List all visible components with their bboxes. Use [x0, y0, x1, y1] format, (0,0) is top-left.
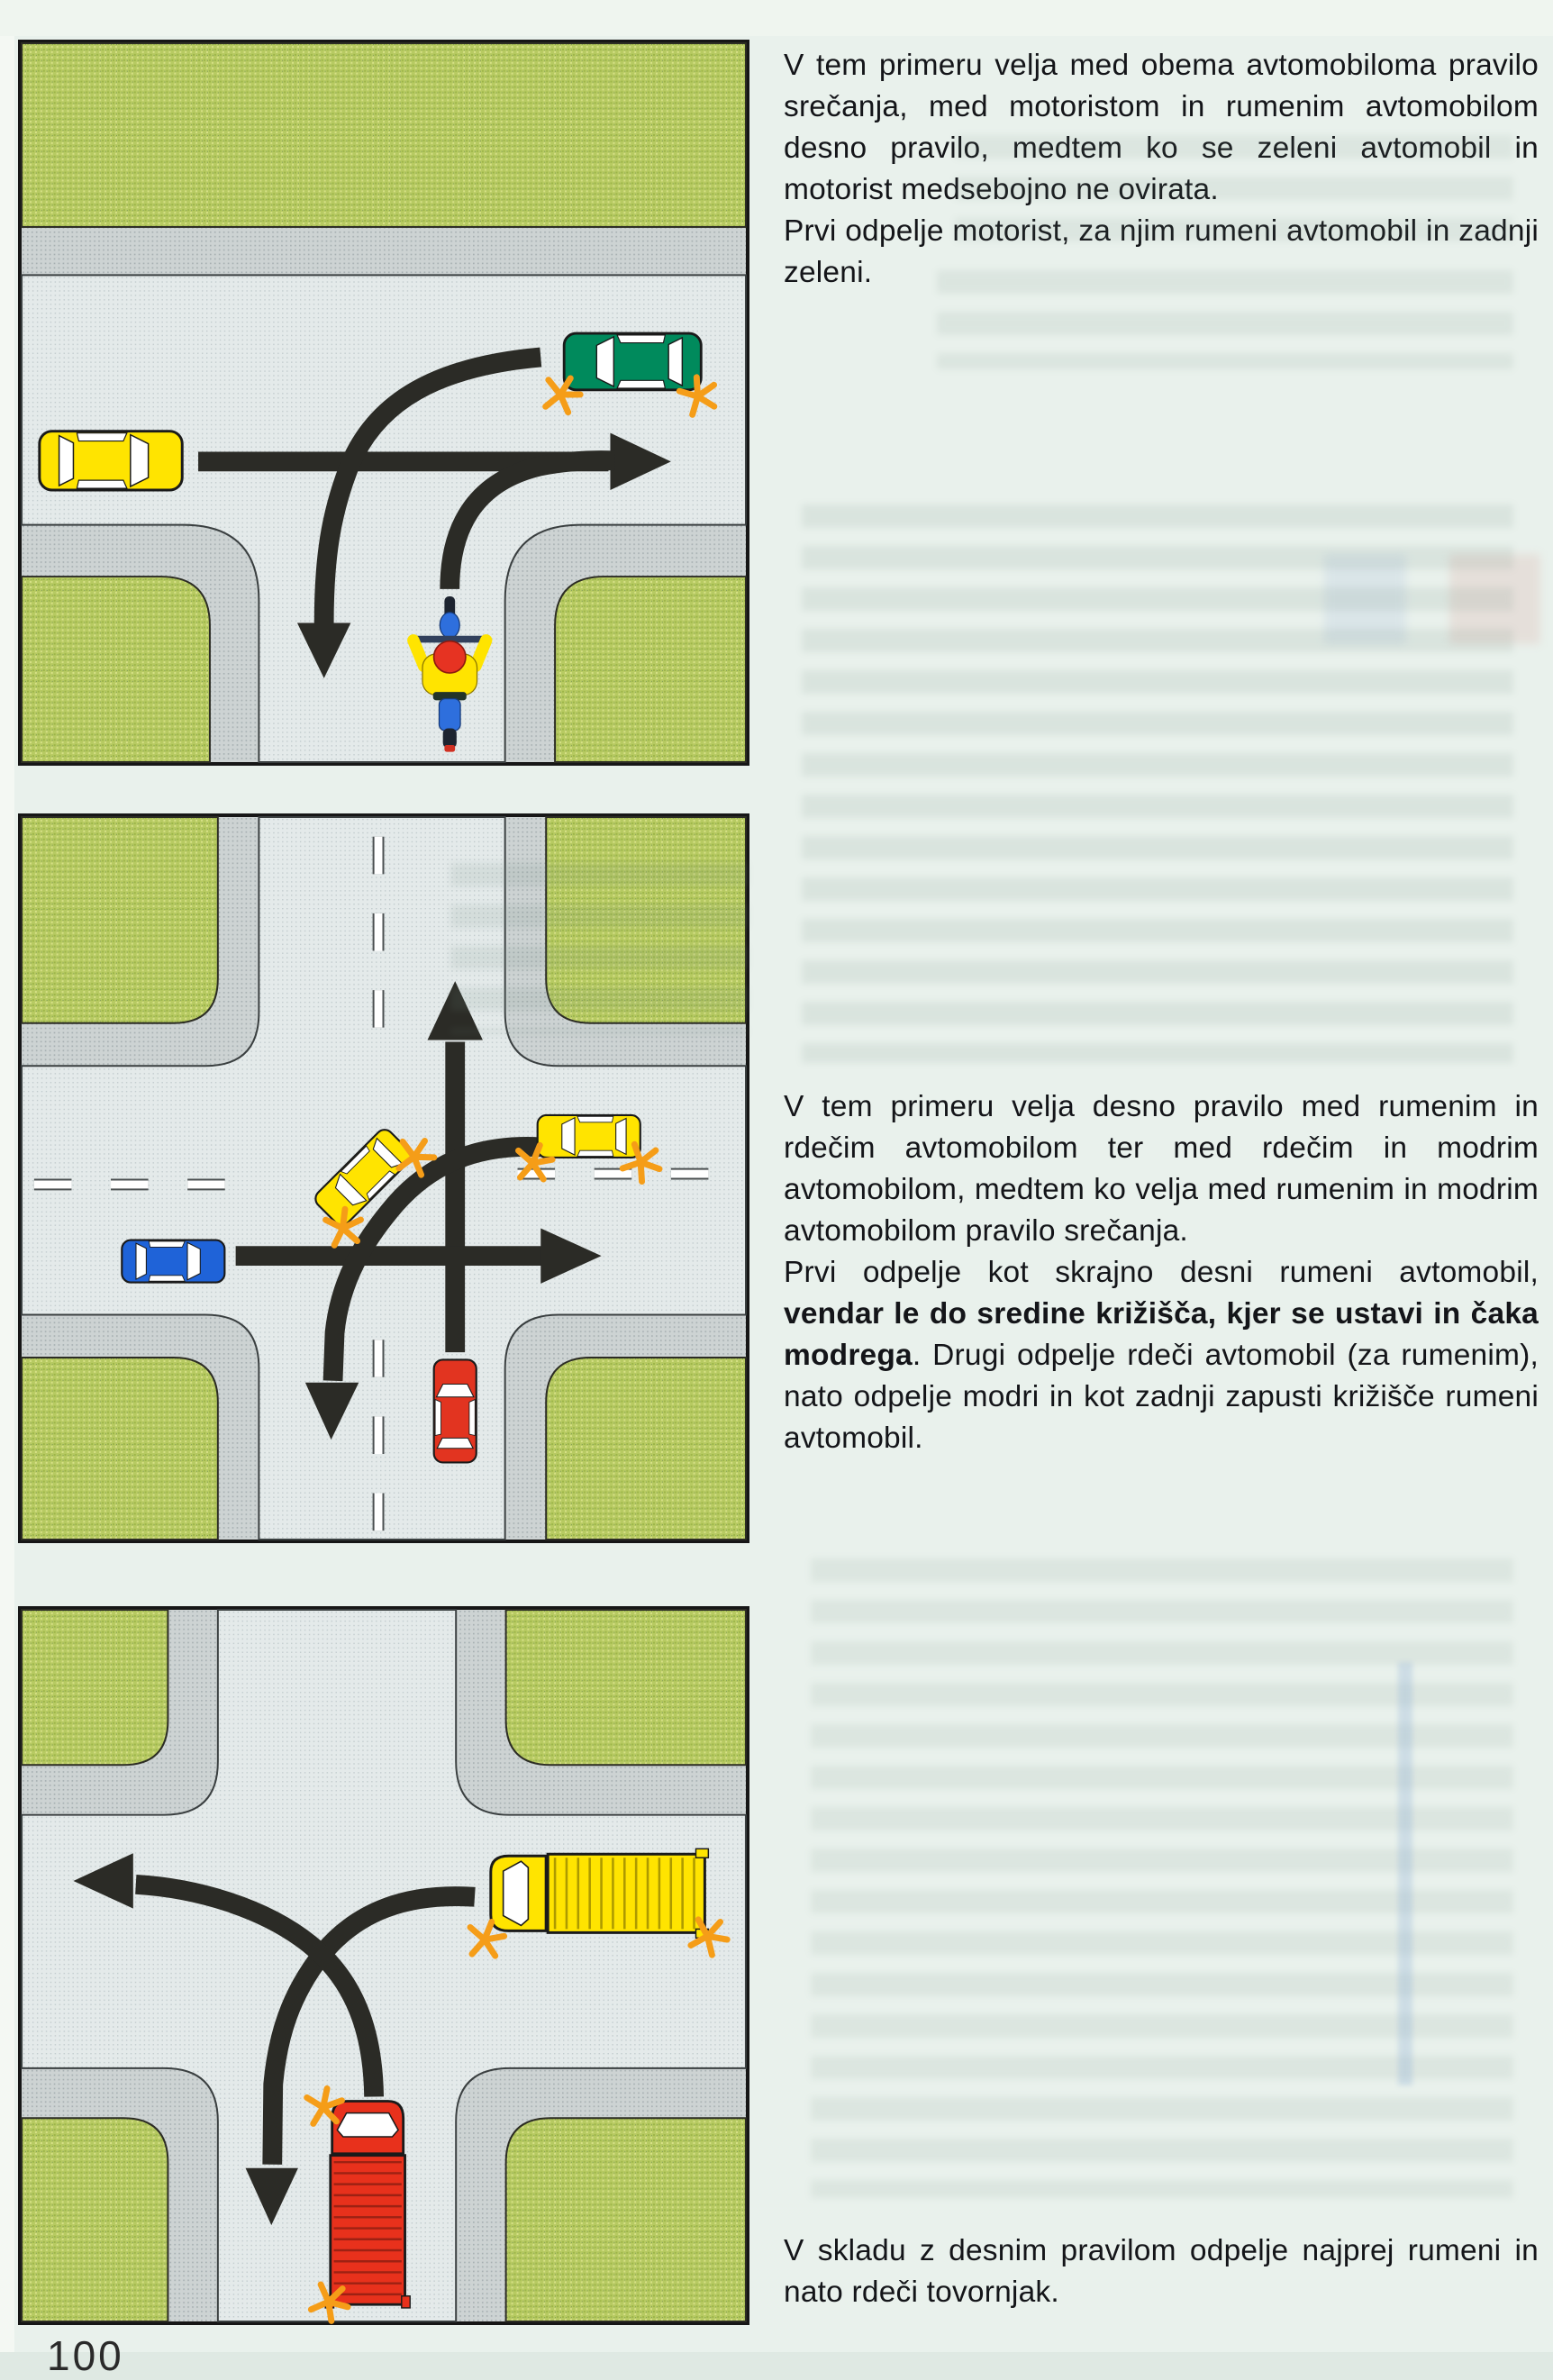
intersection-diagram-3 — [18, 1606, 749, 2325]
page-top-margin — [0, 0, 1553, 36]
intersection-diagram-1 — [18, 40, 749, 766]
grass-area — [22, 2118, 168, 2321]
grass-area — [22, 1358, 218, 1540]
grass-area — [22, 817, 218, 1023]
page-edge — [0, 0, 14, 2352]
red-truck — [325, 2101, 410, 2307]
paragraph: V tem primeru velja med obema avtomobiloma pravilo srečanja, med motoristom in rumenim avtomobilom desno pravilo, medtem ko se zeleni avtomobil in motorist medsebojno ne ovirata. — [784, 49, 1539, 206]
page-number: 100 — [47, 2332, 124, 2379]
print-bleed-artifact — [802, 504, 1513, 1063]
paragraph: Prvi odpelje motorist, za njim rumeni avtomobil in zadnji zeleni. — [784, 214, 1539, 289]
yellow-car-waiting — [538, 1115, 640, 1158]
intersection-diagram-2 — [18, 813, 749, 1543]
print-bleed-artifact — [1398, 1662, 1412, 2085]
paragraph: V skladu z desnim pravilom odpelje najprej rumeni in nato rdeči tovornjak. — [784, 2234, 1539, 2309]
print-bleed-artifact — [811, 1558, 1513, 2198]
grass-area — [546, 817, 746, 1023]
red-car — [434, 1359, 477, 1462]
grass-area — [22, 43, 746, 227]
yellow-truck — [491, 1849, 709, 1938]
text-block-2 — [784, 1086, 1539, 1459]
yellow-car — [40, 431, 182, 490]
print-bleed-artifact — [1324, 554, 1540, 644]
paragraph: Prvi odpelje kot skrajno desni rumeni avtomobil, vendar le do sredine križišča, kjer se ustavi in čaka modrega. Drugi odpelje rdeči avtomobil (za rumenim), nato odpelje modri in kot zadnji zapusti križišče rumeni avtomobil. — [784, 1256, 1539, 1455]
grass-area — [546, 1358, 746, 1540]
text-block-1 — [784, 45, 1539, 294]
grass-area — [506, 1610, 746, 1765]
grass-area — [506, 2118, 746, 2321]
grass-area — [22, 1610, 168, 1765]
grass-area — [555, 577, 746, 762]
paragraph: V tem primeru velja desno pravilo med rumenim in rdečim avtomobilom ter med rdečim in modrim avtomobilom, medtem ko velja med rumenim in modrim avtomobilom pravilo srečanja. — [784, 1090, 1539, 1248]
grass-area — [22, 577, 210, 762]
green-car — [564, 333, 701, 390]
blue-car — [122, 1240, 224, 1283]
text-block-3 — [784, 2230, 1539, 2313]
